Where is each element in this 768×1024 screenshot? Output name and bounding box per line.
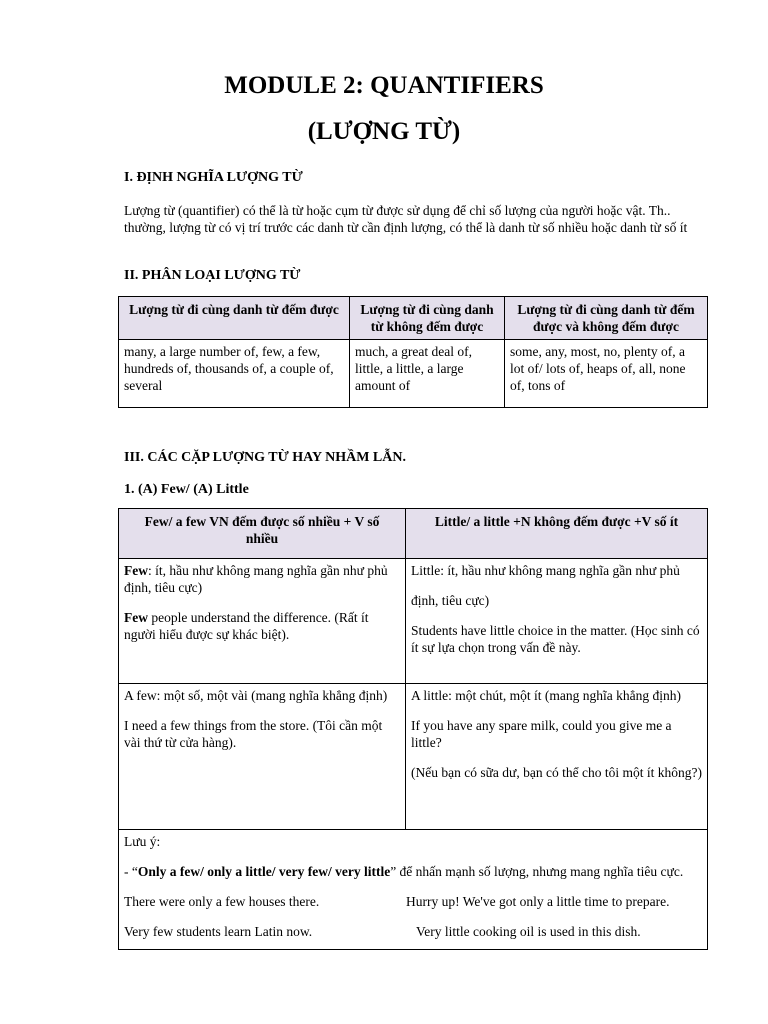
few-little-table <box>118 508 708 950</box>
header-both: Lượng từ đi cùng danh từ đếm được và không đếm được <box>505 297 708 340</box>
header-uncountable: Lượng từ đi cùng danh từ không đếm được <box>350 297 505 340</box>
subsection-heading: 1. (A) Few/ (A) Little <box>124 482 249 497</box>
section-2-heading: II. PHÂN LOẠI LƯỢNG TỪ <box>124 268 301 283</box>
table-row <box>119 559 708 684</box>
section-1-text: Lượng từ (quantifier) có thể là từ hoặc cụm từ được sử dụng để chỉ số lượng của người hoặc vật. Th.. thường, lượng từ có vị trí trước các danh từ cần định lượng, có thể là danh từ số nhiều hoặc danh từ số ít <box>124 203 688 235</box>
cell-uncountable: much, a great deal of, little, a little, a large amount of <box>350 340 505 408</box>
quantifier-classification-table <box>118 296 708 408</box>
cell-a-few-definition: A few: một số, một vài (mang nghĩa khẳng định) I need a few things from the store. (Tôi cần một vài thứ từ cửa hàng). <box>119 684 406 830</box>
table-header-row <box>119 509 708 559</box>
table-row <box>119 684 708 830</box>
table-row <box>119 830 708 950</box>
cell-countable: many, a large number of, few, a few, hundreds of, thousands of, a couple of, several <box>119 340 350 408</box>
page-subtitle: (LƯỢNG TỪ) <box>307 118 461 145</box>
header-few: Few/ a few VN đếm được số nhiều + V số nhiều <box>119 509 406 559</box>
header-countable: Lượng từ đi cùng danh từ đếm được <box>119 297 350 340</box>
page-title: MODULE 2: QUANTIFIERS <box>224 72 544 99</box>
example-pair-1: There were only a few houses there. Hurry up! We've got only a little time to prepare. <box>124 894 670 909</box>
note-text: - “Only a few/ only a little/ very few/ very little” để nhấn mạnh số lượng, nhưng mang nghĩa tiêu cực. <box>124 864 684 879</box>
cell-a-little-definition: A little: một chút, một ít (mang nghĩa khẳng định) If you have any spare milk, could you give me a little? (Nếu bạn có sữa dư, bạn có thể cho tôi một ít không?) <box>406 684 708 830</box>
example-pair-2: Very few students learn Latin now. Very little cooking oil is used in this dish. <box>124 924 641 939</box>
section-3-heading: III. CÁC CẶP LƯỢNG TỪ HAY NHẦM LẪN. <box>124 450 406 465</box>
cell-little-definition: Little: ít, hầu như không mang nghĩa gần như phủ định, tiêu cực) Students have little choice in the matter. (Học sinh có ít sự lựa chọn trong vấn đề này. <box>406 559 708 684</box>
cell-both: some, any, most, no, plenty of, a lot of/ lots of, heaps of, all, none of, tons of <box>505 340 708 408</box>
header-little: Little/ a little +N không đếm được +V số ít <box>406 509 708 559</box>
note-cell <box>119 830 708 950</box>
table-row <box>119 340 708 408</box>
cell-few-definition: Few: ít, hầu như không mang nghĩa gần như phủ định, tiêu cực) Few people understand the difference. (Rất ít người hiểu được sự khác biệt). <box>119 559 406 684</box>
table-header-row <box>119 297 708 340</box>
note-label: Lưu ý: <box>124 834 161 849</box>
section-1-heading: I. ĐỊNH NGHĨA LƯỢNG TỪ <box>124 170 303 185</box>
